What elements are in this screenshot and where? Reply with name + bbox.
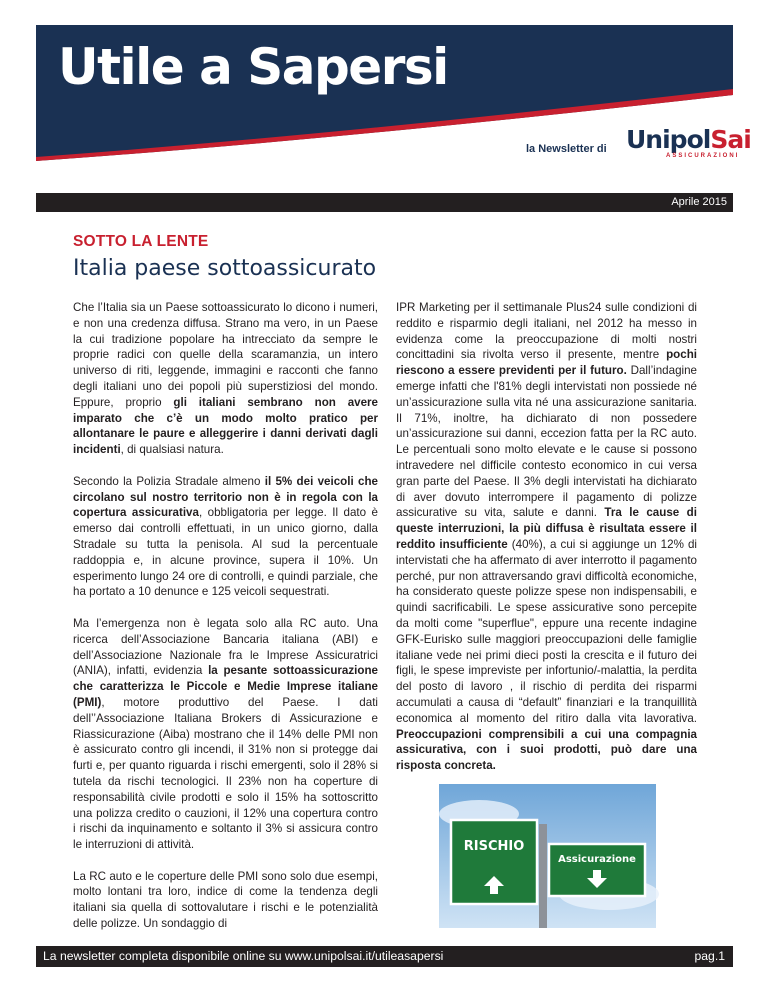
bold-text-run: Tra le cause di queste interruzioni, la più diffusa è risultata essere il reddito insufficiente — [396, 506, 697, 551]
paragraph — [73, 474, 378, 600]
section-label: SOTTO LA LENTE — [73, 233, 209, 250]
issue-date: Aprile 2015 — [671, 196, 727, 208]
bold-text-run: Preoccupazioni comprensibili a cui una compagnia assicurativa, con i suoi prodotti, può dare una risposta concreta. — [396, 727, 697, 773]
logo-brand-primary: Unipol — [626, 125, 711, 154]
page-number: pag.1 — [694, 949, 725, 963]
footer-link-text[interactable]: La newsletter completa disponibile online su www.unipolsai.it/utileasapersi — [43, 949, 444, 963]
bold-text-run: gli italiani sembrano non avere imparato che c’è un modo molto pratico per allontanare le paure e alleggerire i danni derivati dagli incidenti — [73, 395, 379, 457]
article-title: Italia paese sottoassicurato — [73, 256, 377, 281]
bold-text-run: pochi riescono a essere previdenti per il futuro. — [396, 348, 697, 378]
paragraph — [73, 616, 378, 853]
sign-right-label: Assicurazione — [558, 854, 636, 865]
text-run: , obbligatoria per legge. Il dato è emerso dai controlli effettuati, in un unico giorno, dalla Stradale su tutta la penisola. Al sud la percentuale raddoppia e, in alcune province, supera il 10%. Un esperimento lungo 24 ore di controlli, e quindi parziale, che ha portato a 10 denunce e 125 veicoli sequestrati. — [73, 506, 378, 599]
sign-left-label: RISCHIO — [463, 839, 525, 854]
text-run: Dall’indagine emerge infatti che l'81% degli intervistati non possiede né un’assicurazione sulla vita né una assicurazione sanitaria. Il 71%, inoltre, ha dichiarato di non possedere un’assicurazione sui danni, eccezion fatta per la RC auto. Le percentuali sono molto elevate e le cause si possono intravedere nel difficile contesto economico in cui versa gran parte del Paese. Il 3% degli intervistati ha dichiarato di aver dovuto interrompere il pagamento di polizze assicurative su vita, salute e danni. — [396, 364, 698, 520]
bold-text-run: la pesante sottoassicurazione che caratterizza le Piccole e Medie Imprese italiane (PMI) — [73, 664, 378, 709]
text-run: IPR Marketing per il settimanale Plus24 sulle condizioni di reddito e risparmio degli italiani, nel 2012 ha messo in evidenza come la preoccupazione di molti nostri concittadini sia rivolta verso il presente, mentre — [396, 301, 697, 362]
text-run: Ma l’emergenza non è legata solo alla RC auto. Una ricerca dell’Associazione Bancaria italiana (ABI) e dell’Associazione Nazionale fra le Imprese Assicuratrici (ANIA), infatti, evidenzia — [73, 616, 378, 678]
logo-subtitle: ASSICURAZIONI — [666, 153, 740, 159]
text-run: , di qualsiasi natura. — [120, 443, 224, 457]
text-run: , motore produttivo del Paese. I dati dell’’Associazione Italiana Brokers di Assicurazione e Riassicurazione (Aiba) mostrano che il 14% delle PMI non è assicurato contro gli incendi, il 31% non si protegge dai furti e, per quanto riguarda i rischi emergenti, solo il 28% si tutela da rischi tecnologici. Il 23% non ha coperture di responsabilità civile prodotti e solo il 15% ha sottoscritto una polizza credito o cauzioni, il 12% una copertura contro i rischi da inquinamento e soltanto il 3% si assicura contro le interruzioni di attività. — [73, 695, 378, 852]
date-bar — [36, 193, 733, 212]
unipolsai-logo — [626, 127, 751, 159]
article-column-left — [73, 300, 378, 948]
newsletter-label: la Newsletter di — [526, 143, 607, 155]
text-run: Secondo la Polizia Stradale almeno — [73, 474, 265, 488]
text-run: Che l’Italia sia un Paese sottoassicurato lo dicono i numeri, e non una credenza diffusa. Strano ma vero, in un Paese la cui tradizione popolare ha intrecciato da sempre le proprie radici con quelle della scaramanzia, un intero universo di riti, leggende, immagini e racconti che fanno degli italiani uno dei popoli più superstiziosi del mondo. Eppure, proprio — [73, 301, 378, 409]
logo-brand — [626, 127, 751, 152]
bold-text-run: il 5% dei veicoli che circolano sul nostro territorio non è in regola con la copertura assicurativa — [73, 474, 378, 520]
article-column-right — [396, 300, 697, 790]
road-sign-illustration — [439, 784, 656, 928]
newsletter-header — [36, 25, 751, 165]
footer-bar — [36, 946, 733, 967]
logo-brand-secondary: Sai — [710, 125, 751, 154]
paragraph — [396, 300, 697, 774]
paragraph: La RC auto e le coperture delle PMI sono solo due esempi, molto lontani tra loro, indice di come la tendenza degli italiani sia quella di sottovalutare i rischi e le potenzialità delle polizze. Un sondaggio di — [73, 869, 378, 931]
paragraph — [73, 300, 378, 458]
text-run: (40%), a cui si aggiunge un 12% di intervistati che ha affermato di aver interrotto il pagamento perché, pur non attraversando gravi difficoltà economiche, ha considerato queste polizze spese non indispensabili, e quindi sacrificabili. Le spese assicurative sono percepite da molti come "superflue", eppure una recente indagine GFK-Eurisko sulle maggiori preoccupazioni delle famiglie italiane vede nei primi dieci posti la crescita e il futuro dei figli, le spese impreviste per infortunio/-malattia, la perdita del posto di lavoro , il rischio di perdita dei risparmi accumulati a causa di “default” finanziari e la tranquillità economica al momento del ritiro dalla vita lavorativa. — [396, 537, 697, 725]
newsletter-title: Utile a Sapersi — [58, 38, 448, 96]
